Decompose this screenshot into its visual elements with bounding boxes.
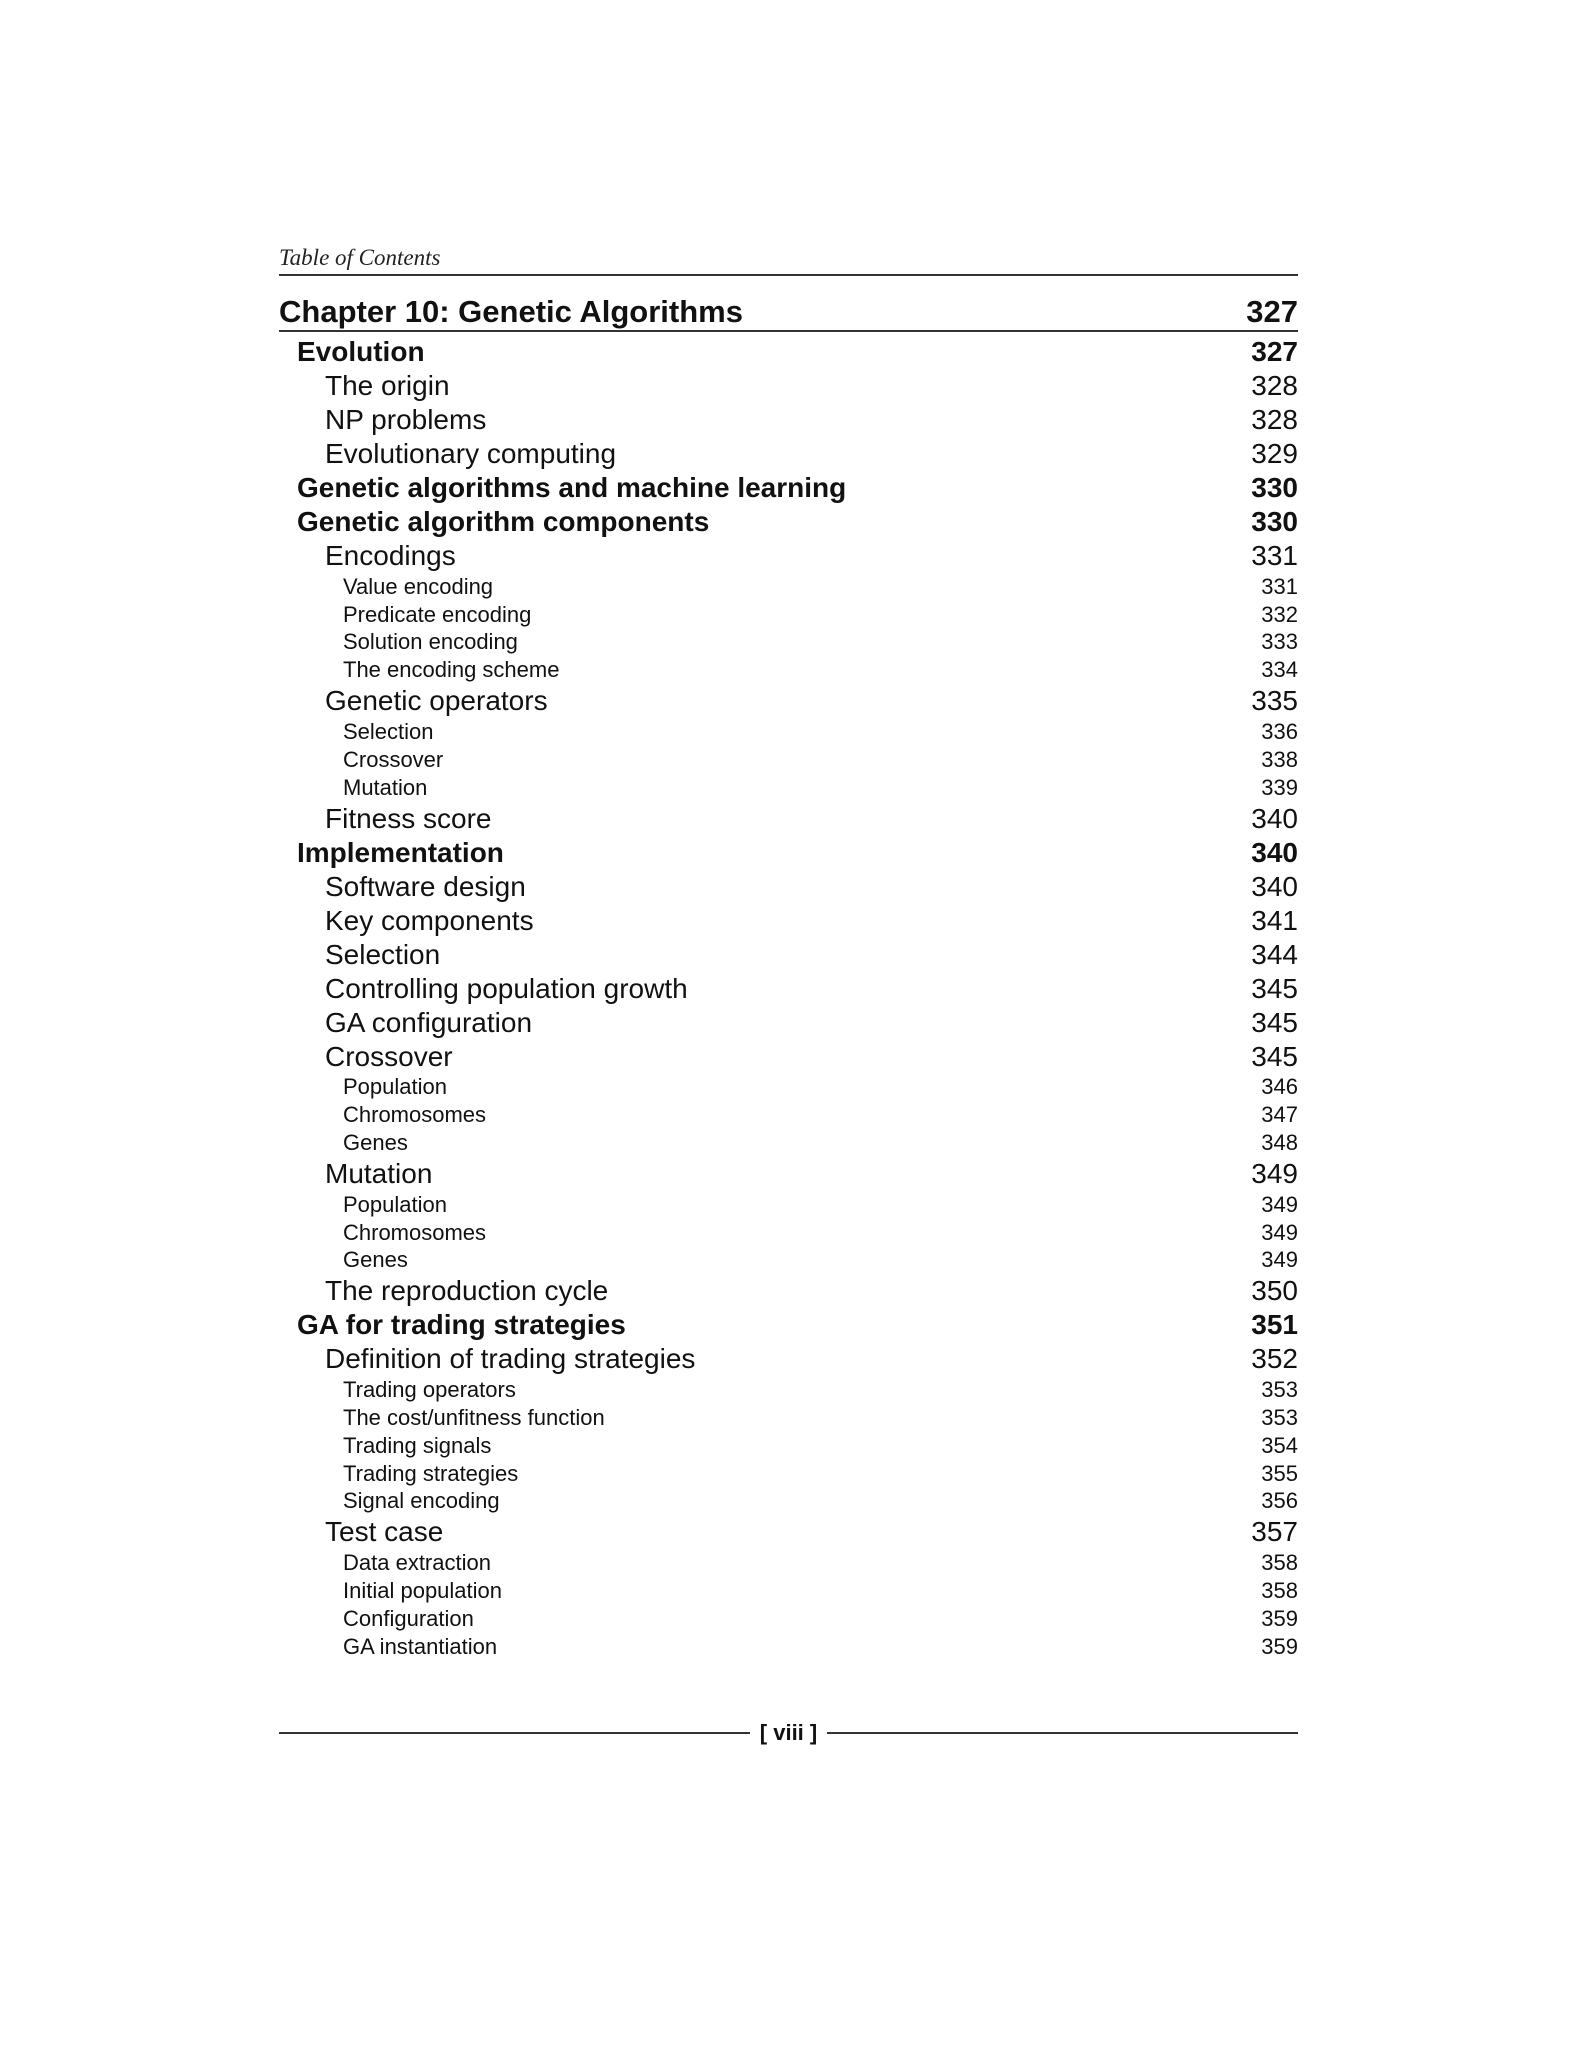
toc-entry[interactable] <box>279 1488 1298 1516</box>
toc-entry-title: Selection <box>325 938 441 970</box>
toc-entry-title: Mutation <box>343 774 428 800</box>
toc-entry-page-number: 329 <box>1251 438 1298 469</box>
toc-entry-title: Software design <box>325 870 526 902</box>
toc-entry-title: Population <box>343 1191 447 1217</box>
toc-entry[interactable] <box>279 601 1298 629</box>
toc-entry-page-number: 330 <box>1251 506 1298 537</box>
toc-entry-title: GA for trading strategies <box>297 1309 626 1341</box>
toc-entry-page-number: 353 <box>1261 1405 1298 1431</box>
toc-entry-title: Chromosomes <box>343 1102 487 1128</box>
toc-entry[interactable] <box>279 1274 1298 1308</box>
toc-entry[interactable] <box>279 1219 1298 1247</box>
toc-entry-page-number: 334 <box>1261 657 1298 683</box>
toc-entry-title: Signal encoding <box>343 1488 500 1514</box>
toc-entry-title: NP problems <box>325 404 487 435</box>
toc-entry[interactable] <box>279 1157 1298 1191</box>
toc-entry-page-number: 340 <box>1251 836 1298 868</box>
toc-entry[interactable] <box>279 1129 1298 1157</box>
toc-entry-title: The reproduction cycle <box>325 1275 609 1307</box>
toc-entry[interactable] <box>279 539 1298 573</box>
toc-entry-title: Genetic operators <box>325 685 548 717</box>
toc-entry-title: Crossover <box>325 1040 453 1072</box>
page-footer <box>279 1720 1298 1746</box>
toc-entry-page-number: 339 <box>1261 774 1298 800</box>
toc-entry-title: Evolutionary computing <box>325 438 617 469</box>
toc-entry-page-number: 335 <box>1251 685 1298 717</box>
toc-entry-title: Trading signals <box>343 1432 492 1458</box>
running-header: Table of Contents <box>279 243 1298 276</box>
toc-entry[interactable] <box>279 1605 1298 1633</box>
toc-entry-page-number: 330 <box>1251 472 1298 503</box>
toc-entry[interactable] <box>279 1633 1298 1661</box>
toc-entry-title: Genes <box>343 1130 408 1156</box>
toc-entry-page-number: 349 <box>1261 1247 1298 1273</box>
toc-entry[interactable] <box>279 1308 1298 1342</box>
toc-entry-title: Selection <box>343 719 434 745</box>
toc-entry[interactable] <box>279 437 1298 471</box>
toc-entry[interactable] <box>279 629 1298 657</box>
toc-entry[interactable] <box>279 1515 1298 1549</box>
toc-entry-title: Trading strategies <box>343 1460 519 1486</box>
toc-entry-title: Evolution <box>297 336 425 367</box>
toc-entry-page-number: 354 <box>1261 1432 1298 1458</box>
toc-entry-page-number: 348 <box>1261 1130 1298 1156</box>
toc-entries <box>279 335 1298 1661</box>
toc-entry-page-number: 347 <box>1261 1102 1298 1128</box>
toc-entry-title: Genetic algorithms and machine learning <box>297 472 847 503</box>
toc-entry-title: Mutation <box>325 1157 433 1189</box>
toc-entry-page-number: 350 <box>1251 1275 1298 1307</box>
toc-entry-title: Implementation <box>297 836 504 868</box>
toc-entry-title: Data extraction <box>343 1550 491 1576</box>
toc-entry-page-number: 356 <box>1261 1488 1298 1514</box>
toc-entry-page-number: 331 <box>1251 540 1298 571</box>
toc-entry-page-number: 336 <box>1261 719 1298 745</box>
toc-entry[interactable] <box>279 746 1298 774</box>
footer-rule-right <box>827 1732 1298 1734</box>
chapter-page-number: 327 <box>1246 294 1298 329</box>
toc-entry[interactable] <box>279 1006 1298 1040</box>
toc-entry[interactable] <box>279 774 1298 802</box>
toc-entry[interactable] <box>279 1191 1298 1219</box>
toc-entry-title: Predicate encoding <box>343 601 532 627</box>
toc-entry-page-number: 345 <box>1251 972 1298 1004</box>
toc-entry-title: Crossover <box>343 746 444 772</box>
toc-entry-page-number: 327 <box>1251 336 1298 367</box>
toc-entry[interactable] <box>279 505 1298 539</box>
toc-entry[interactable] <box>279 471 1298 505</box>
page-folio: [ viii ] <box>759 1720 818 1745</box>
toc-entry-title: Definition of trading strategies <box>325 1343 696 1375</box>
toc-entry-title: Encodings <box>325 540 456 571</box>
toc-entry-page-number: 359 <box>1261 1605 1298 1631</box>
toc-entry[interactable] <box>279 1460 1298 1488</box>
toc-entry-title: The encoding scheme <box>343 657 560 683</box>
toc-entry[interactable] <box>279 403 1298 437</box>
toc-entry[interactable] <box>279 1404 1298 1432</box>
toc-entry-title: The origin <box>325 370 450 401</box>
chapter-title: Chapter 10: Genetic Algorithms <box>279 294 743 329</box>
toc-entry[interactable] <box>279 369 1298 403</box>
toc-entry-title: Solution encoding <box>343 629 518 655</box>
toc-entry-title: Genes <box>343 1247 408 1273</box>
toc-entry-title: Key components <box>325 904 534 936</box>
toc-entry-page-number: 331 <box>1261 573 1298 599</box>
toc-entry-page-number: 359 <box>1261 1633 1298 1659</box>
toc-entry[interactable] <box>279 1577 1298 1605</box>
toc-entry[interactable] <box>279 1342 1298 1376</box>
toc-entry-title: Configuration <box>343 1605 474 1631</box>
toc-entry-title: Test case <box>325 1516 444 1548</box>
toc-entry[interactable] <box>279 1247 1298 1275</box>
toc-entry[interactable] <box>279 870 1298 904</box>
toc-entry-title: Controlling population growth <box>325 972 688 1004</box>
chapter-heading <box>279 293 1298 332</box>
toc-entry-page-number: 341 <box>1251 904 1298 936</box>
toc-entry[interactable] <box>279 938 1298 972</box>
toc-entry-title: Population <box>343 1074 447 1100</box>
toc-entry-title: Initial population <box>343 1578 503 1604</box>
toc-entry[interactable] <box>279 684 1298 718</box>
toc-entry-page-number: 358 <box>1261 1550 1298 1576</box>
toc-entry-page-number: 338 <box>1261 746 1298 772</box>
toc-entry-title: GA instantiation <box>343 1633 498 1659</box>
toc-entry[interactable] <box>279 836 1298 870</box>
toc-entry[interactable] <box>279 972 1298 1006</box>
toc-entry-title: Chromosomes <box>343 1219 487 1245</box>
toc-entry[interactable] <box>279 1376 1298 1404</box>
footer-rule-left <box>279 1732 750 1734</box>
toc-entry[interactable] <box>279 573 1298 601</box>
toc-entry[interactable] <box>279 802 1298 836</box>
toc-entry-page-number: 357 <box>1251 1516 1298 1548</box>
toc-entry-page-number: 353 <box>1261 1377 1298 1403</box>
toc-entry[interactable] <box>279 656 1298 684</box>
toc-entry-page-number: 358 <box>1261 1578 1298 1604</box>
toc-entry-page-number: 340 <box>1251 802 1298 834</box>
toc-entry-page-number: 340 <box>1251 870 1298 902</box>
toc-entry[interactable] <box>279 718 1298 746</box>
toc-entry[interactable] <box>279 335 1298 369</box>
toc-entry-page-number: 349 <box>1251 1157 1298 1189</box>
toc-entry-page-number: 349 <box>1261 1191 1298 1217</box>
toc-entry-page-number: 355 <box>1261 1460 1298 1486</box>
table-of-contents <box>279 293 1298 1661</box>
toc-entry-page-number: 351 <box>1251 1309 1298 1341</box>
toc-entry[interactable] <box>279 904 1298 938</box>
toc-entry-page-number: 344 <box>1251 938 1298 970</box>
toc-entry-page-number: 346 <box>1261 1074 1298 1100</box>
toc-entry-page-number: 349 <box>1261 1219 1298 1245</box>
toc-entry-title: The cost/unfitness function <box>343 1405 605 1431</box>
toc-entry[interactable] <box>279 1432 1298 1460</box>
toc-entry-title: Trading operators <box>343 1377 516 1403</box>
toc-entry-title: Value encoding <box>343 573 494 599</box>
toc-entry-page-number: 328 <box>1251 404 1298 435</box>
toc-entry-page-number: 332 <box>1261 601 1298 627</box>
toc-entry[interactable] <box>279 1040 1298 1074</box>
toc-entry-page-number: 352 <box>1251 1343 1298 1375</box>
toc-entry-page-number: 345 <box>1251 1006 1298 1038</box>
toc-entry-page-number: 328 <box>1251 370 1298 401</box>
toc-entry-title: GA configuration <box>325 1006 533 1038</box>
toc-entry[interactable] <box>279 1549 1298 1577</box>
toc-entry-page-number: 333 <box>1261 629 1298 655</box>
toc-entry[interactable] <box>279 1074 1298 1102</box>
toc-entry-page-number: 345 <box>1251 1040 1298 1072</box>
toc-entry-title: Genetic algorithm components <box>297 506 710 537</box>
toc-entry[interactable] <box>279 1101 1298 1129</box>
toc-entry-title: Fitness score <box>325 802 492 834</box>
